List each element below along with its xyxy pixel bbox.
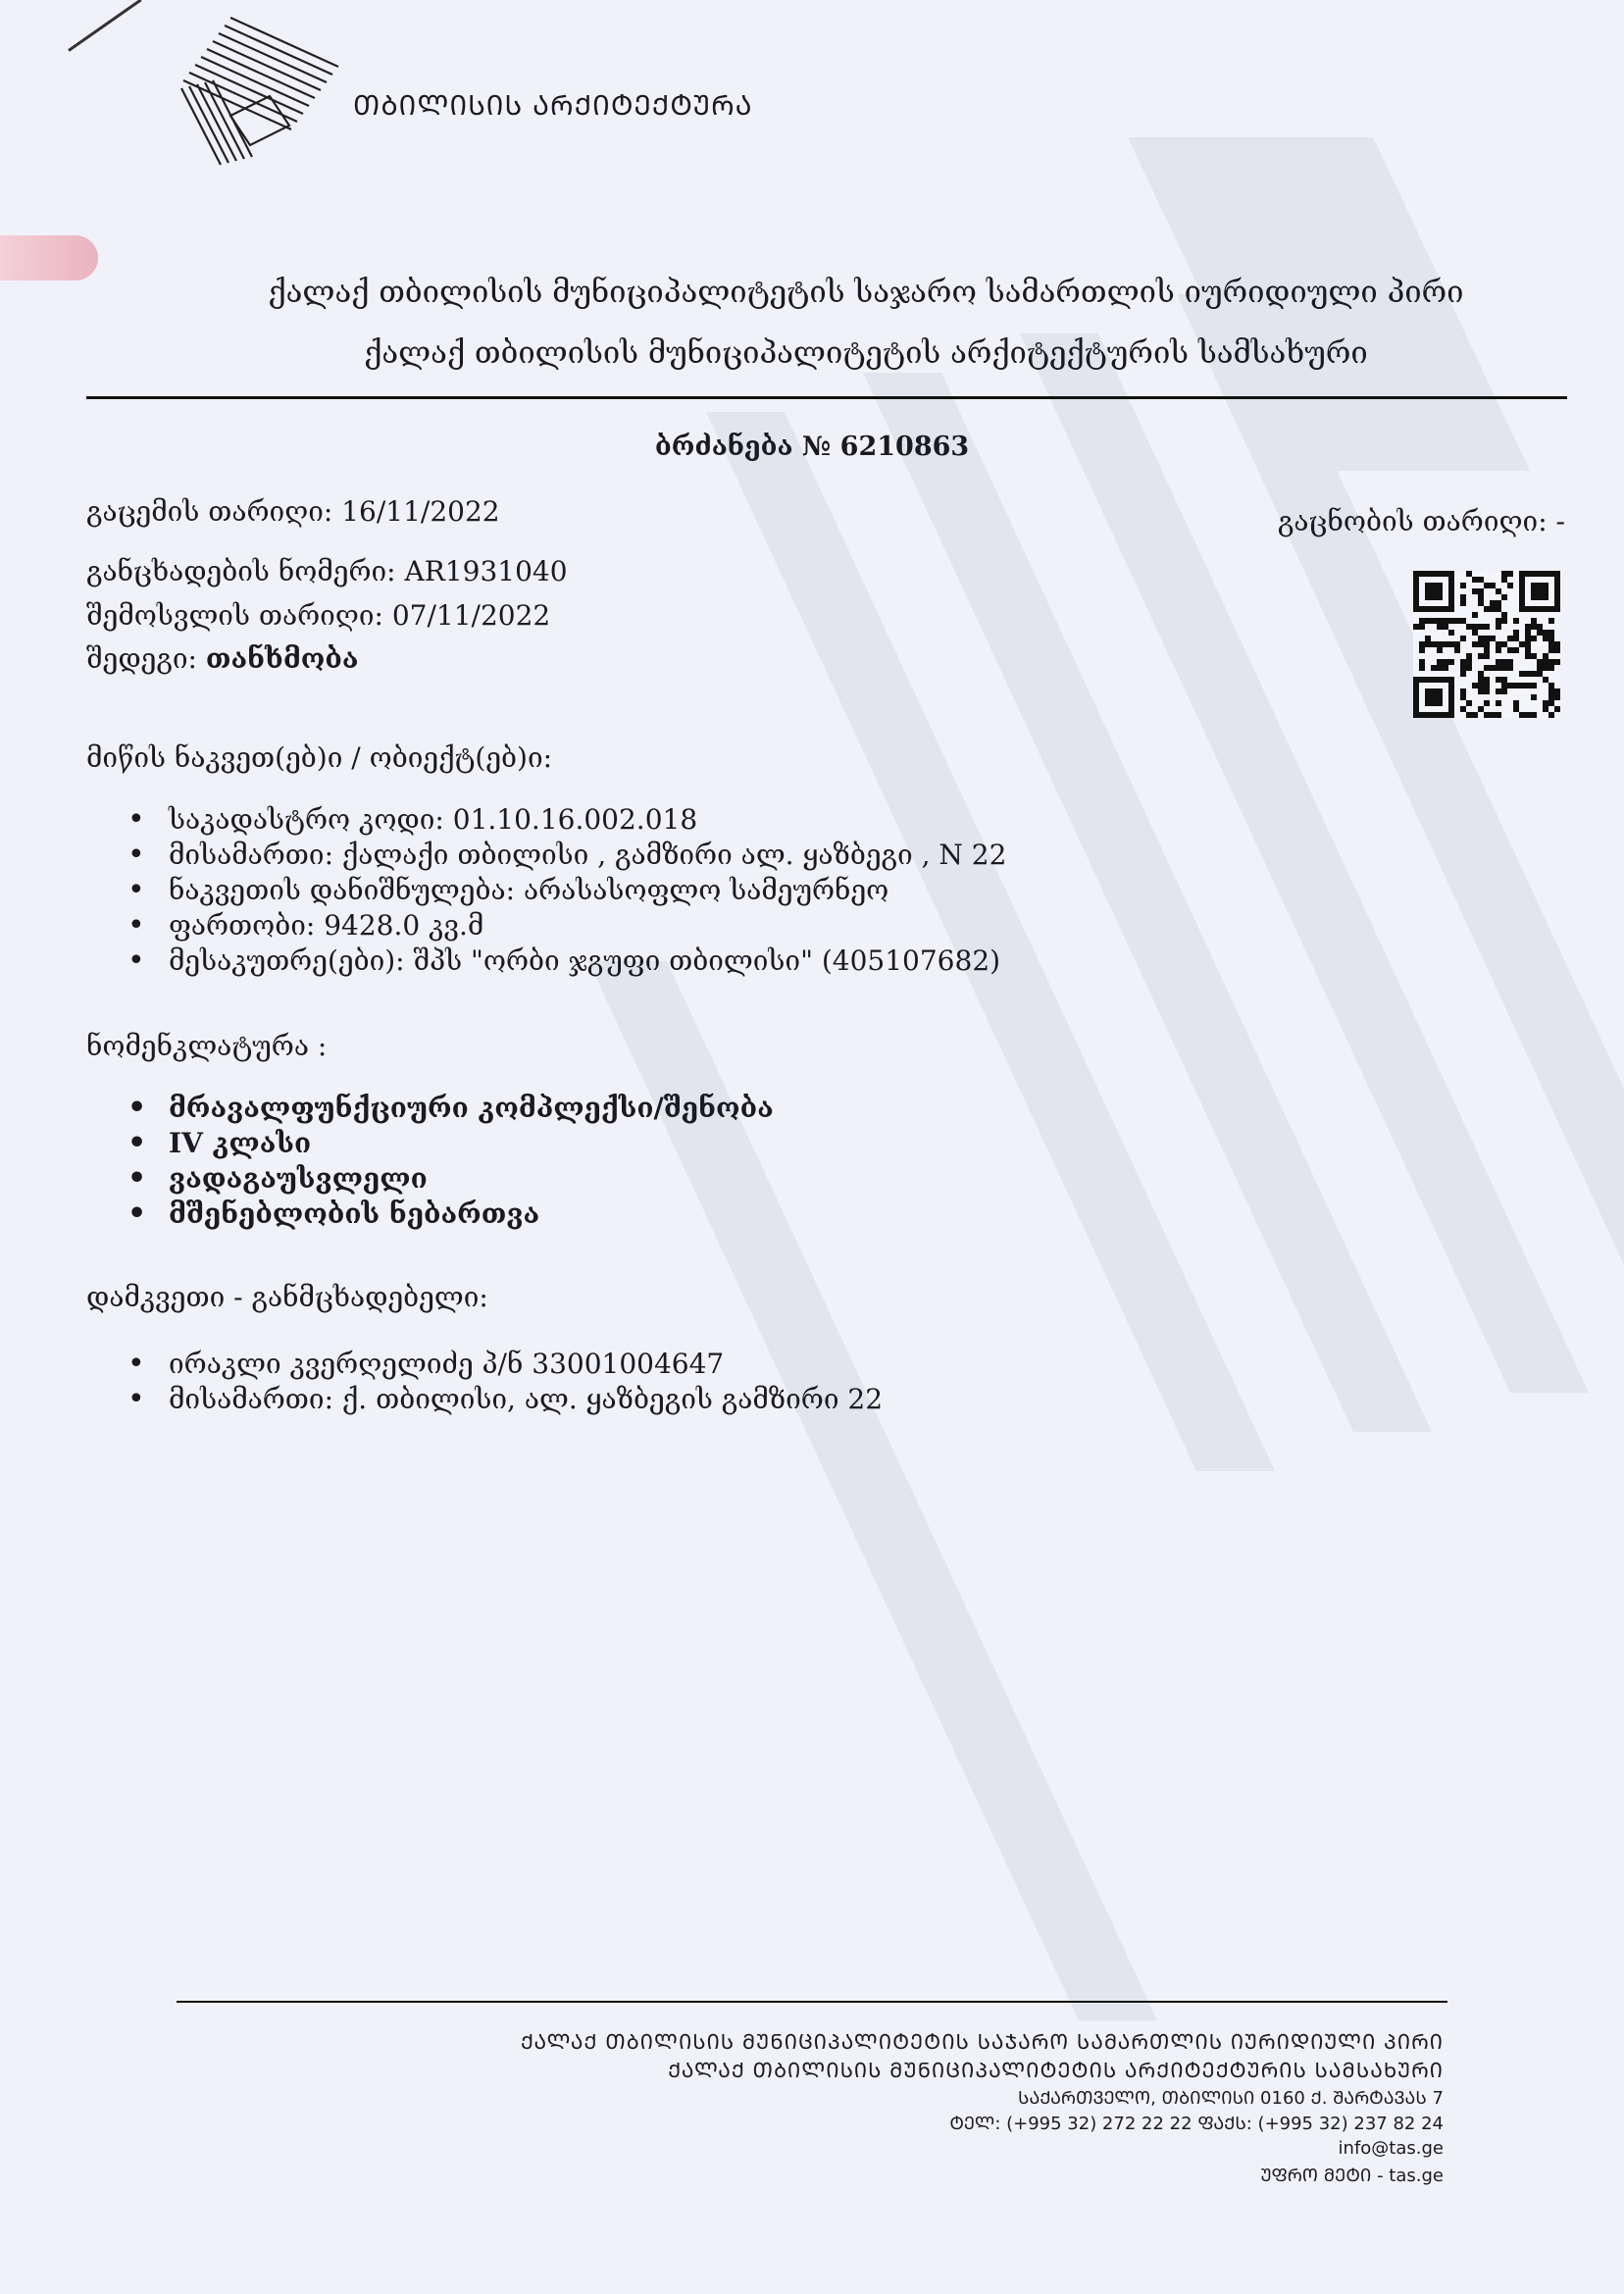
- applicant-list: [127, 1347, 883, 1417]
- applicant-heading: დამკვეთი - განმცხადებელი:: [86, 1281, 488, 1313]
- header-line-1: ქალაქ თბილისის მუნიციპალიტეტის საჯარო სამართლის იურიდიული პირი: [268, 275, 1464, 310]
- header-divider: [86, 396, 1567, 399]
- list-item: • ნაკვეთის დანიშნულება: არასასოფლო სამეურნეო: [127, 873, 1006, 908]
- footer-address: ᲡᲐᲥᲐᲠᲗᲕᲔᲚᲝ, ᲗᲑᲘᲚᲘᲡᲘ 0160 Ქ. ᲨᲐᲠᲢᲐᲕᲐᲡ 7: [1018, 2088, 1444, 2109]
- result-line: [86, 642, 358, 675]
- acquaint-date: გაცნობის თარიღი: -: [1277, 505, 1565, 537]
- received-date: შემოსვლის თარიღი: 07/11/2022: [86, 599, 551, 632]
- tbilisi-architecture-logo-icon: [172, 8, 348, 175]
- list-item: • მშენებლობის ნებართვა: [127, 1197, 774, 1232]
- list-item: • ირაკლი კვერღელიძე პ/ნ 33001004647: [127, 1347, 883, 1382]
- footer-divider: [177, 2001, 1447, 2003]
- header-line-2: ქალაქ თბილისის მუნიციპალიტეტის არქიტექტურის სამსახური: [364, 335, 1368, 371]
- application-number: განცხადების ნომერი: AR1931040: [86, 555, 568, 587]
- list-item: • მესაკუთრე(ები): შპს "ორბი ჯგუფი თბილისი" (405107682): [127, 943, 1006, 979]
- order-title: ბრძანება № 6210863: [654, 432, 970, 462]
- list-item: • IV კლასი: [127, 1126, 774, 1161]
- footer-line-2: ᲥᲐᲚᲐᲥ ᲗᲑᲘᲚᲘᲡᲘᲡ ᲛᲣᲜᲘᲪᲘᲞᲐᲚᲘᲢᲔᲢᲘᲡ ᲐᲠᲥᲘᲢᲔᲥᲢᲣᲠᲘᲡ ᲡᲐᲛᲡᲐᲮᲣᲠᲘ: [668, 2059, 1444, 2082]
- result-label: შედეგი:: [86, 642, 206, 675]
- footer-phone: ᲢᲔᲚ: (+995 32) 272 22 22 ᲤᲐᲥᲡ: (+995 32) 237 82 24: [949, 2114, 1444, 2134]
- footer-hotline: ᲣᲤᲠᲝ ᲛᲔᲢᲘ - tas.ge: [1260, 2166, 1444, 2186]
- list-item: • მისამართი: ქალაქი თბილისი , გამზირი ალ. ყაზბეგი , N 22: [127, 838, 1006, 873]
- logo-text: ᲗᲑᲘᲚᲘᲡᲘᲡ ᲐᲠᲥᲘᲢᲔᲥᲢᲣᲠᲐ: [353, 89, 753, 122]
- list-item: • საკადასტრო კოდი: 01.10.16.002.018: [127, 802, 1006, 838]
- land-list: [127, 802, 1006, 979]
- list-item: • ვადაგაუსვლელი: [127, 1161, 774, 1197]
- qr-code-icon: [1413, 571, 1560, 718]
- list-item: • მისამართი: ქ. თბილისი, ალ. ყაზბეგის გამზირი 22: [127, 1382, 883, 1417]
- issue-date: გაცემის თარიღი: 16/11/2022: [86, 495, 500, 528]
- footer-email[interactable]: info@tas.ge: [1338, 2138, 1444, 2159]
- nomenclature-heading: ნომენკლატურა :: [86, 1030, 328, 1062]
- land-heading: მიწის ნაკვეთ(ებ)ი / ობიექტ(ებ)ი:: [86, 741, 553, 774]
- result-value: თანხმობა: [205, 642, 359, 675]
- list-item: • მრავალფუნქციური კომპლექსი/შენობა: [127, 1091, 774, 1126]
- nomenclature-list: [127, 1091, 774, 1232]
- footer-line-1: ᲥᲐᲚᲐᲥ ᲗᲑᲘᲚᲘᲡᲘᲡ ᲛᲣᲜᲘᲪᲘᲞᲐᲚᲘᲢᲔᲢᲘᲡ ᲡᲐᲯᲐᲠᲝ ᲡᲐᲛᲐᲠᲗᲚᲘᲡ ᲘᲣᲠᲘᲓᲘᲣᲚᲘ ᲞᲘᲠᲘ: [520, 2030, 1444, 2054]
- list-item: • ფართობი: 9428.0 კვ.მ: [127, 908, 1006, 943]
